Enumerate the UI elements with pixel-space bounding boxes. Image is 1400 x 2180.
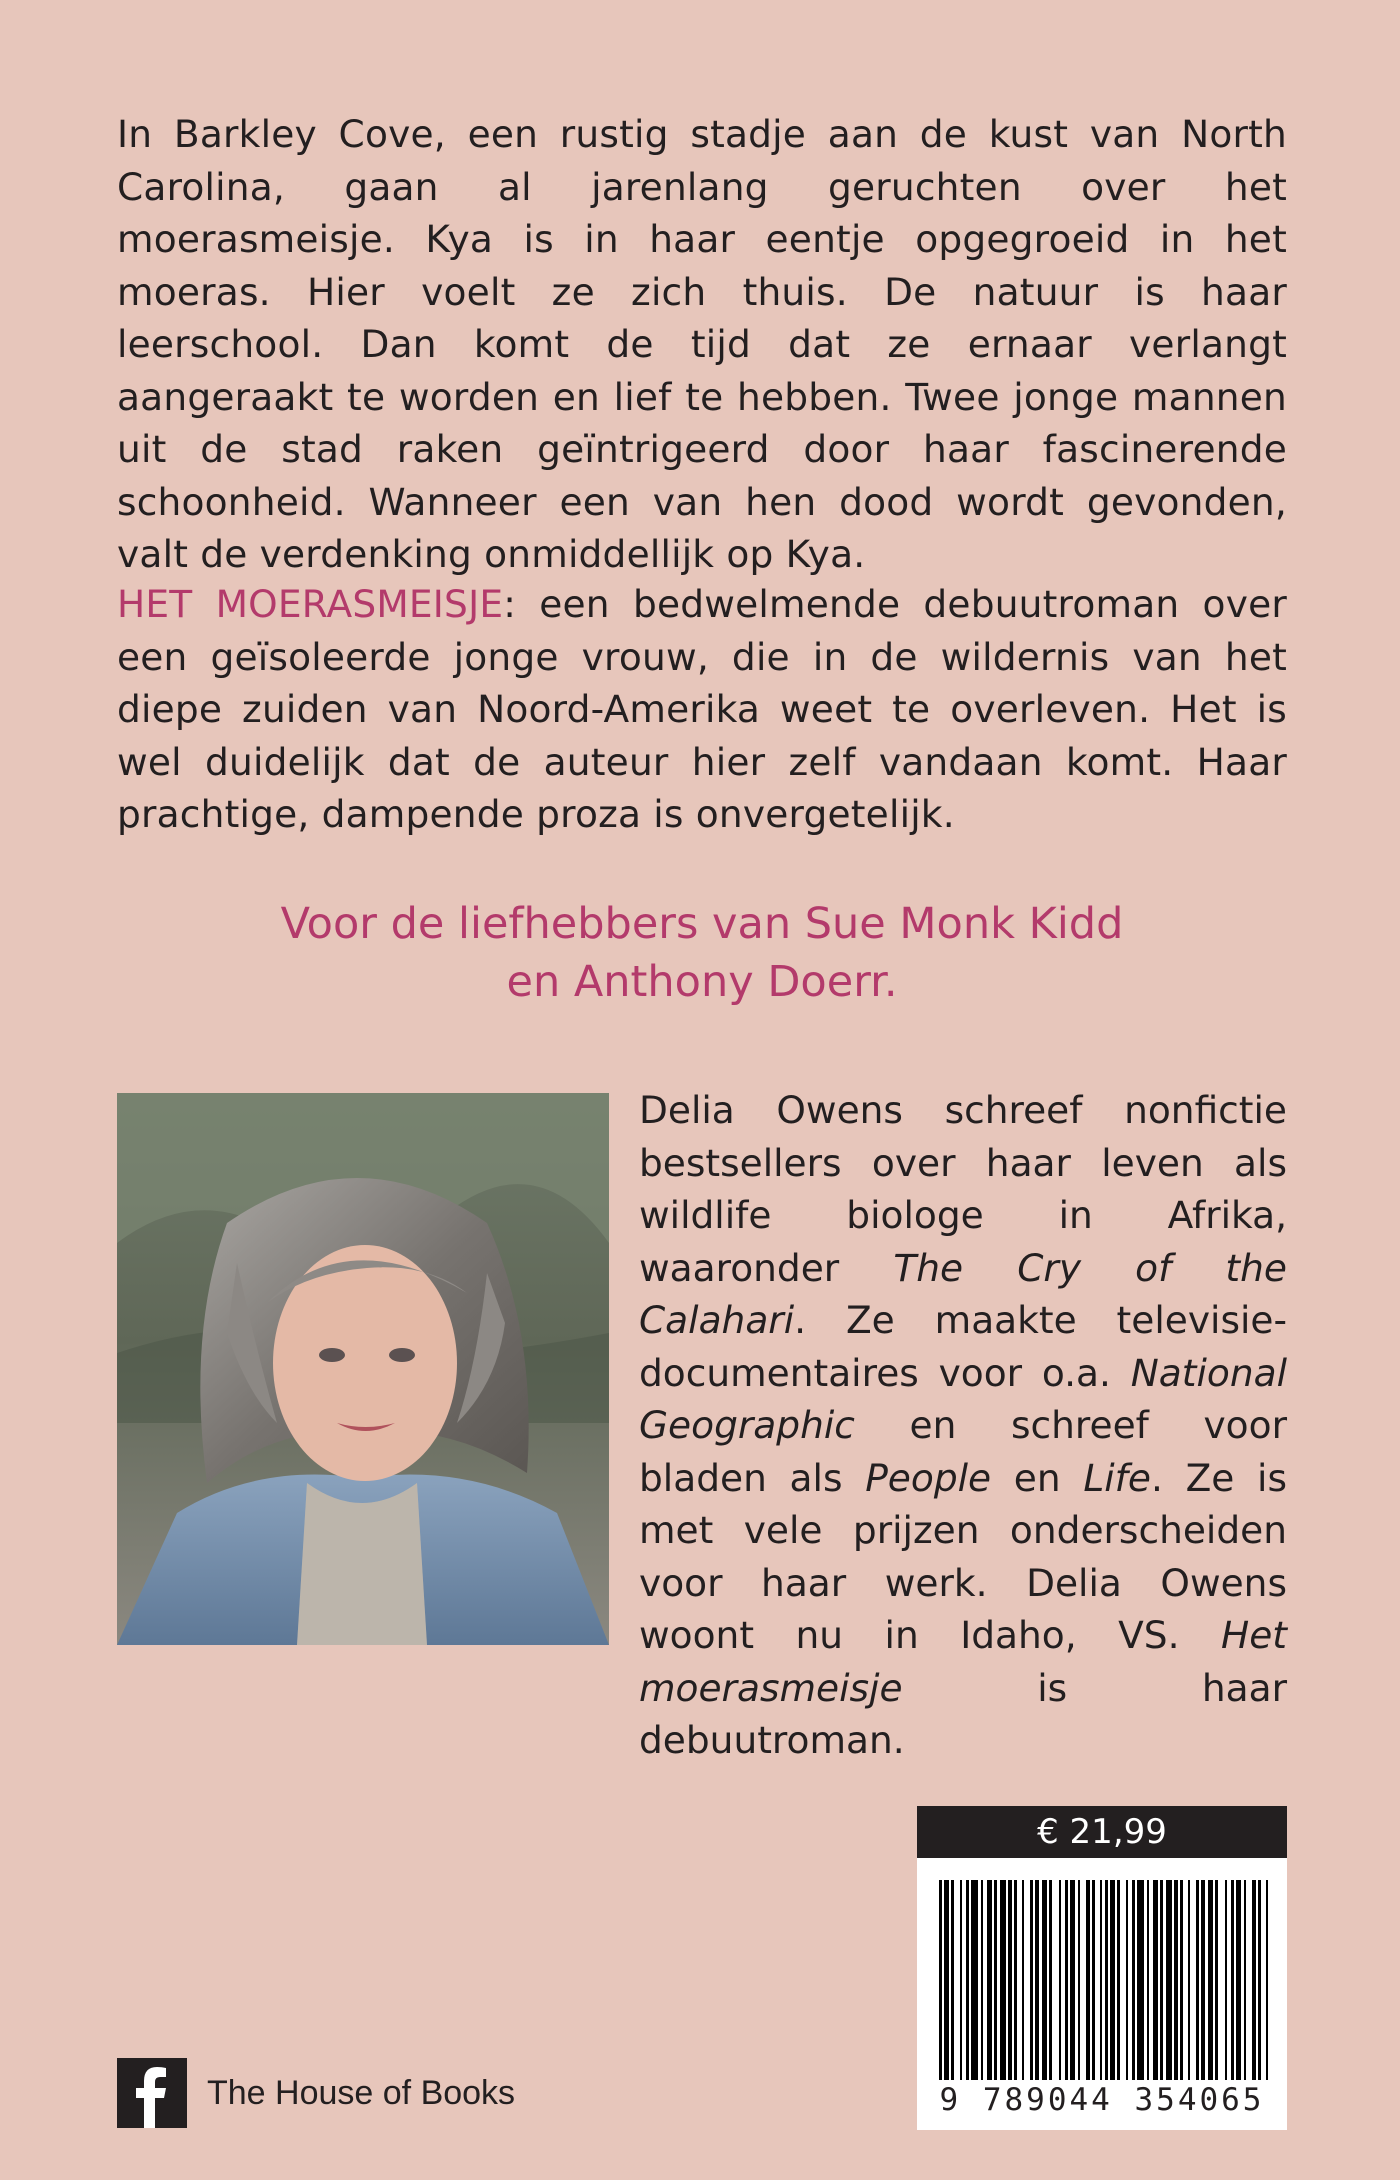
bio-text: is haar debuutroman. (639, 1665, 1287, 1762)
price-label: € 21,99 (917, 1806, 1287, 1858)
recommendation-line-2: en Anthony Doerr. (506, 957, 898, 1007)
publisher-name: The House of Books (207, 2073, 516, 2112)
recommendation-tagline (117, 895, 1287, 1011)
author-bio (639, 1084, 1287, 1767)
author-photo (117, 1093, 609, 1645)
bio-text: en (991, 1455, 1084, 1500)
bio-text: en schreef voor bladen als (639, 1403, 1287, 1500)
bio-book-title: The Cry of the Calahari (639, 1245, 1287, 1342)
barcode (917, 1858, 1287, 2130)
recommendation-line-1: Voor de liefhebbers van Sue Monk Kidd (280, 899, 1124, 949)
bio-text: . Ze is met vele prijzen onderscheiden voor haar werk. Delia Owens woont nu in Idaho, VS. (639, 1455, 1287, 1657)
bio-channel-name: National Geographic (639, 1350, 1287, 1447)
bio-text: Delia Owens schreef nonfictie bestsellers over haar leven als wildlife biologe in Afrika, waaronder (639, 1088, 1287, 1290)
isbn-number: 9 789044 354065 (939, 2082, 1265, 2118)
synopsis-paragraph: In Barkley Cove, een rustig stadje aan de kust van North Carolina, gaan al jarenlang geruchten over het moerasmeisje. Kya is in haar eentje opgegroeid in het moeras. Hier voelt ze zich thuis. De natuur is haar leerschool. Dan komt de tijd dat ze ernaar verlangt aangeraakt te worden en lief te hebben. Twee jonge mannen uit de stad raken geïntrigeerd door haar fascinerende schoonheid. Wanneer een van hen dood wordt gevonden, valt de verdenking onmiddellijk op Kya. (117, 112, 1287, 576)
facebook-icon[interactable] (117, 2058, 187, 2128)
bio-book-title: Het moerasmeisje (639, 1613, 1287, 1710)
pitch-paragraph (117, 578, 1287, 841)
bio-magazine-name: Life (1083, 1455, 1151, 1500)
publisher-block (117, 2058, 515, 2128)
book-title-highlight: HET MOERASMEISJE (117, 582, 504, 626)
barcode-bars (917, 1858, 1287, 2088)
bio-magazine-name: People (865, 1455, 992, 1500)
bio-text: . Ze maakte televisie-documentaires voor o.a. (639, 1298, 1287, 1395)
pitch-text: : een bedwelmende debuutroman over een geïsoleerde jonge vrouw, die in de wildernis van het diepe zuiden van Noord-Amerika weet te overleven. Het is wel duidelijk dat de auteur hier zelf vandaan komt. Haar prachtige, dampende proza is onvergetelijk. (117, 582, 1287, 836)
